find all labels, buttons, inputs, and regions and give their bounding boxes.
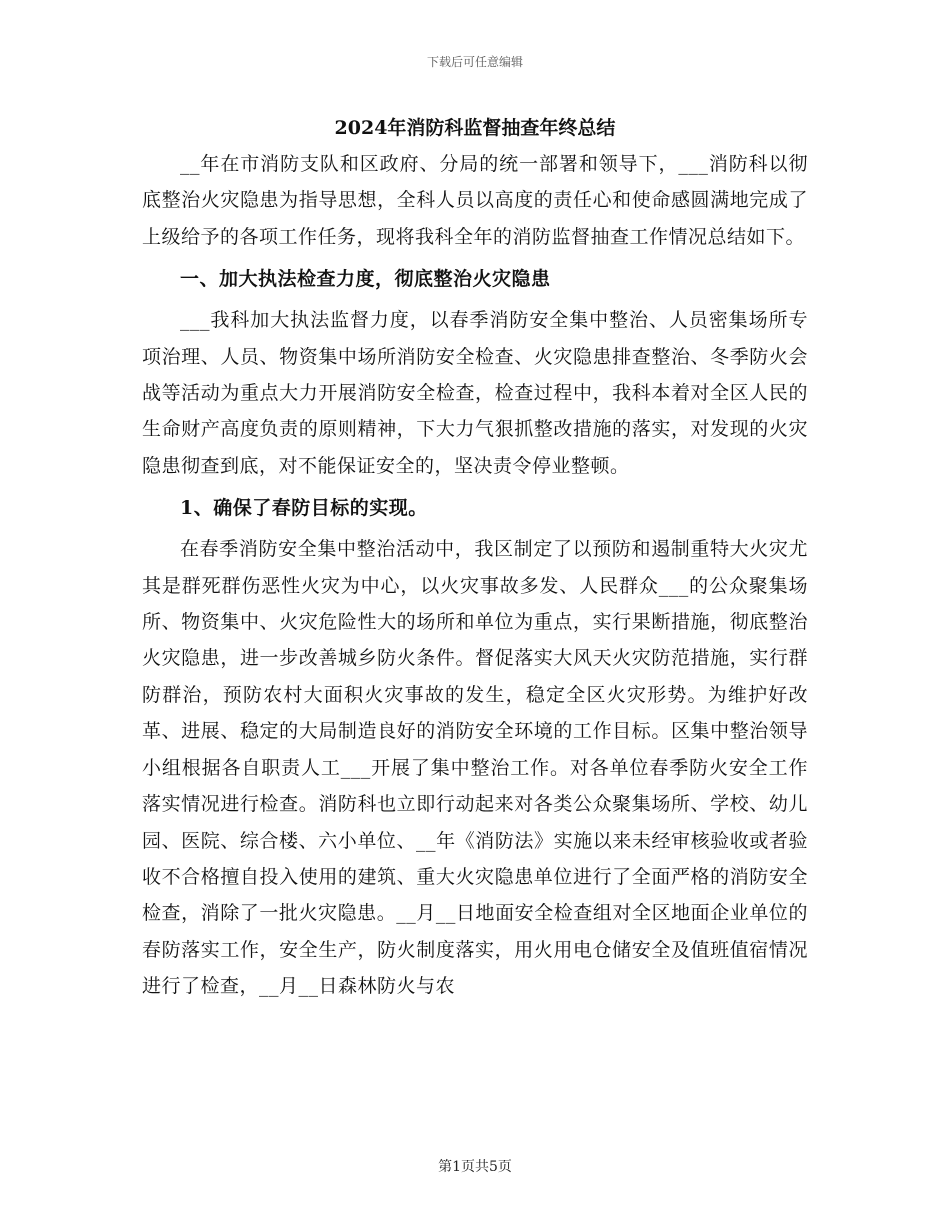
subsection-1-paragraph: 在春季消防安全集中整治活动中，我区制定了以预防和遏制重特大火灾尤其是群死群伤恶性火灾为中心，以火灾事故多发、人民群众___的公众聚集场所、物资集中、火灾危险性大的场所和单位为重点，实行果断措施，彻底整治火灾隐患，进一步改善城乡防火条件。督促落实大风天火灾防范措施，实行群防群治，预防农村大面积火灾事故的发生，稳定全区火灾形势。为维护好改革、进展、稳定的大局制造良好的消防安全环境的工作目标。区集中整治领导小组根据各自职责人工___开展了集中整治工作。对各单位春季防火安全工作落实情况进行检查。消防科也立即行动起来对各类公众聚集场所、学校、幼儿园、医院、综合楼、六小单位、__年《消防法》实施以来未经审核验收或者验收不合格擅自投入使用的建筑、重大火灾隐患单位进行了全面严格的消防安全检查，消除了一批火灾隐患。__月__日地面安全检查组对全区地面企业单位的春防落实工作，安全生产，防火制度落实，用火用电仓储安全及值班值宿情况进行了检查，__月__日森林防火与农: [142, 538, 808, 998]
section-1-heading: 一、加大执法检查力度，彻底整治火灾隐患: [180, 268, 551, 291]
page-header-note: 下载后可任意编辑: [426, 55, 523, 69]
intro-paragraph: __年在市消防支队和区政府、分局的统一部署和领导下，___消防科以彻底整治火灾隐患为指导思想，全科人员以高度的责任心和使命感圆满地完成了上级给予的各项工作任务，现将我科全年的消防监督抽查工作情况总结如下。: [142, 153, 808, 248]
page-number-footer: 第1页共5页: [438, 1159, 512, 1175]
subsection-1-heading: 1、确保了春防目标的实现。: [180, 497, 428, 520]
document-body: [142, 110, 808, 1005]
document-title: 2024年消防科监督抽查年终总结: [334, 117, 616, 139]
section-1-paragraph: ___我科加大执法监督力度，以春季消防安全集中整治、人员密集场所专项治理、人员、物资集中场所消防安全检查、火灾隐患排查整治、冬季防火会战等活动为重点大力开展消防安全检查，检查过程中，我科本着对全区人民的生命财产高度负责的原则精神，下大力气狠抓整改措施的落实，对发现的火灾隐患彻查到底，对不能保证安全的，坚决责令停业整顿。: [142, 309, 808, 477]
